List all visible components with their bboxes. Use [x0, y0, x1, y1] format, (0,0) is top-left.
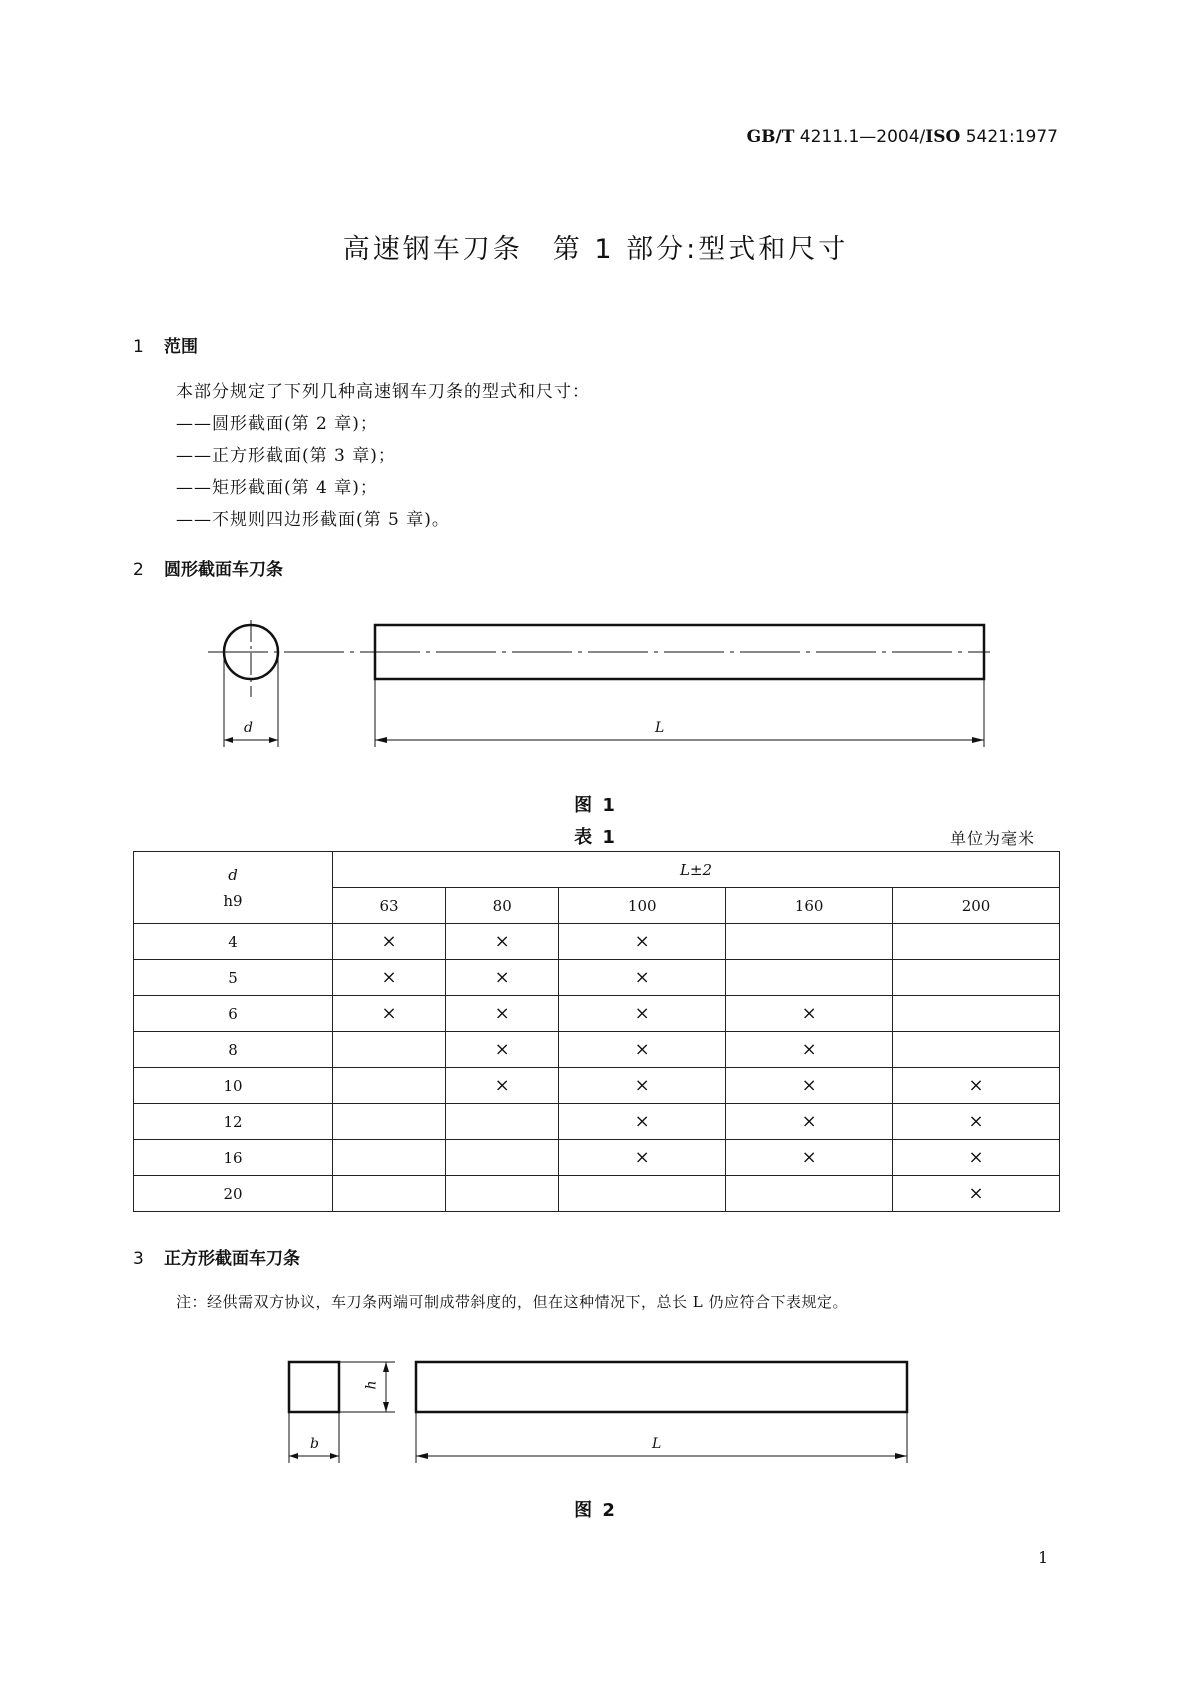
- code-prefix: GB/T: [746, 127, 795, 147]
- code-iso-number: 5421:1977: [960, 127, 1058, 147]
- square-bar-outline: [416, 1362, 907, 1412]
- table-row: [134, 960, 1060, 996]
- cell-mark: ×: [559, 996, 726, 1032]
- unit-note: 单位为毫米: [950, 829, 1036, 848]
- table-row: [134, 1104, 1060, 1140]
- b-label: b: [310, 1436, 319, 1452]
- section-3-heading: [133, 1244, 300, 1269]
- cell-mark: ×: [559, 960, 726, 996]
- header-length: 100: [559, 888, 726, 924]
- cell-mark: [893, 996, 1060, 1032]
- header-length: 200: [893, 888, 1060, 924]
- cell-mark: [333, 1104, 446, 1140]
- cell-mark: ×: [726, 1068, 893, 1104]
- table-1-caption: 表 1: [574, 827, 617, 848]
- table-row: [134, 924, 1060, 960]
- cell-mark: ×: [726, 1032, 893, 1068]
- cell-mark: [726, 1176, 893, 1212]
- cell-mark: ×: [559, 1104, 726, 1140]
- L2-label: L: [652, 1436, 662, 1452]
- section-number: 3: [133, 1249, 144, 1269]
- code-number: 4211.1—2004/: [794, 127, 926, 147]
- list-item: ——矩形截面(第 4 章)；: [176, 478, 378, 498]
- cell-mark: [446, 1104, 559, 1140]
- cell-mark: ×: [726, 1104, 893, 1140]
- cell-mark: [893, 924, 1060, 960]
- list-item: ——圆形截面(第 2 章)；: [176, 414, 378, 434]
- cell-mark: ×: [893, 1104, 1060, 1140]
- cell-d: 16: [134, 1140, 333, 1176]
- section-2-heading: [133, 555, 283, 580]
- cell-d: 12: [134, 1104, 333, 1140]
- cell-mark: [333, 1068, 446, 1104]
- d-label: d: [244, 720, 253, 736]
- section-title: 正方形截面车刀条: [164, 1249, 300, 1269]
- L-label: L: [655, 720, 665, 736]
- page-title: 高速钢车刀条 第 1 部分:型式和尺寸: [342, 234, 849, 265]
- section-3-note: 注：经供需双方协议，车刀条两端可制成带斜度的，但在这种情况下，总长 L 仍应符合下表规定。: [176, 1293, 849, 1311]
- section-number: 2: [133, 560, 144, 580]
- cell-mark: ×: [333, 996, 446, 1032]
- cell-mark: ×: [446, 1032, 559, 1068]
- code-iso: ISO: [925, 127, 961, 147]
- section-1-heading: [133, 332, 198, 357]
- cell-mark: ×: [446, 1068, 559, 1104]
- h-label: h: [363, 1380, 380, 1390]
- cell-mark: ×: [446, 996, 559, 1032]
- cell-mark: [446, 1140, 559, 1176]
- cell-mark: [893, 960, 1060, 996]
- header-tolerance: h9: [223, 891, 243, 910]
- header-length: 80: [446, 888, 559, 924]
- scope-intro: 本部分规定了下列几种高速钢车刀条的型式和尺寸：: [176, 382, 590, 402]
- list-item: ——正方形截面(第 3 章)；: [176, 446, 396, 466]
- cell-mark: ×: [333, 960, 446, 996]
- header-length: 160: [726, 888, 893, 924]
- header-d: d: [228, 865, 238, 884]
- cell-mark: ×: [333, 924, 446, 960]
- cell-mark: ×: [559, 924, 726, 960]
- header-L: L±2: [333, 852, 1060, 888]
- cell-mark: [333, 1176, 446, 1212]
- cell-mark: ×: [446, 924, 559, 960]
- table-row: [134, 1140, 1060, 1176]
- cell-mark: ×: [893, 1176, 1060, 1212]
- table-row: [134, 1032, 1060, 1068]
- section-title: 圆形截面车刀条: [164, 560, 283, 580]
- figure-2-caption: 图 2: [574, 1500, 617, 1521]
- cell-d: 4: [134, 924, 333, 960]
- cell-d: 8: [134, 1032, 333, 1068]
- table-1: [133, 851, 1060, 1212]
- figure-1-caption: 图 1: [574, 795, 617, 816]
- cell-d: 6: [134, 996, 333, 1032]
- cell-mark: [726, 960, 893, 996]
- cell-mark: ×: [559, 1032, 726, 1068]
- cell-mark: ×: [726, 996, 893, 1032]
- cell-mark: [333, 1032, 446, 1068]
- cell-mark: [726, 924, 893, 960]
- cell-d: 20: [134, 1176, 333, 1212]
- round-bar-outline: [375, 625, 984, 679]
- cell-mark: ×: [893, 1140, 1060, 1176]
- cell-mark: ×: [893, 1068, 1060, 1104]
- page-number: 1: [1038, 1548, 1049, 1567]
- cell-mark: ×: [559, 1140, 726, 1176]
- table-row: [134, 1068, 1060, 1104]
- section-title: 范围: [164, 337, 198, 357]
- round-section-outline: [224, 625, 278, 679]
- square-section-outline: [289, 1362, 339, 1412]
- cell-mark: ×: [726, 1140, 893, 1176]
- header-length: 63: [333, 888, 446, 924]
- cell-mark: ×: [559, 1068, 726, 1104]
- cell-mark: ×: [446, 960, 559, 996]
- cell-d: 5: [134, 960, 333, 996]
- cell-mark: [559, 1176, 726, 1212]
- cell-d: 10: [134, 1068, 333, 1104]
- cell-mark: [446, 1176, 559, 1212]
- cell-mark: [893, 1032, 1060, 1068]
- header-d-cell: [134, 852, 333, 924]
- cell-mark: [333, 1140, 446, 1176]
- table-row: [134, 996, 1060, 1032]
- table-row: [134, 1176, 1060, 1212]
- section-number: 1: [133, 337, 144, 357]
- standard-code: [0, 127, 1058, 147]
- list-item: ——不规则四边形截面(第 5 章)。: [176, 510, 450, 530]
